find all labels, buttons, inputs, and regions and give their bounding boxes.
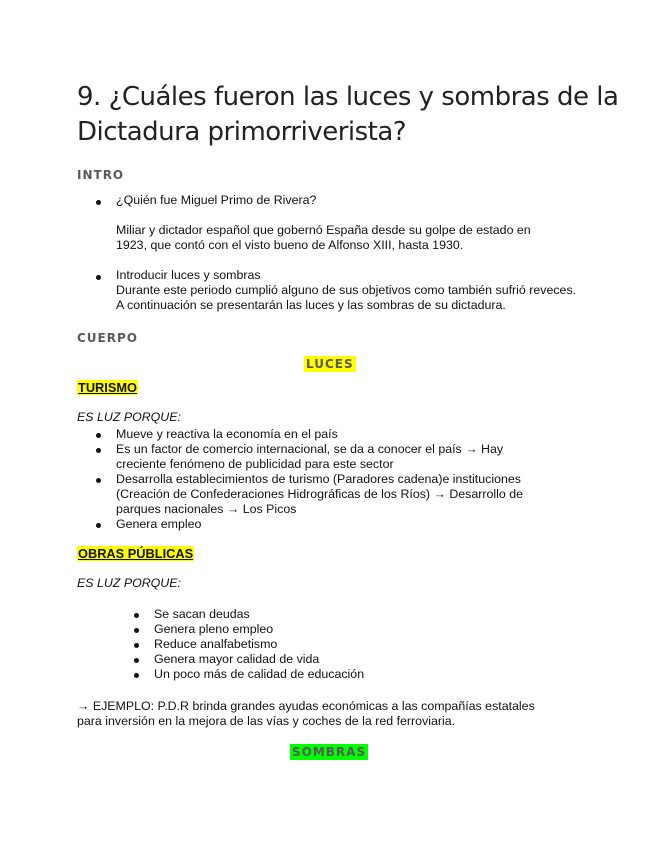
bullet-dot (134, 673, 139, 678)
bullet-dot (96, 200, 101, 205)
list-item: Mueve y reactiva la economía en el país (96, 427, 576, 442)
list-item: Genera mayor calidad de vida (134, 652, 554, 667)
list-item: Se sacan deudas (134, 607, 554, 622)
bullet-dot (96, 448, 101, 453)
list-item: Un poco más de calidad de educación (134, 667, 554, 682)
list-item: Genera pleno empleo (134, 622, 554, 637)
obras-heading: OBRAS PÚBLICAS (78, 546, 194, 561)
bullet-dot (96, 275, 101, 280)
list-item: Genera empleo (96, 517, 576, 532)
intro-item-2-text: Durante este periodo cumplió alguno de sus objetivos como también sufrió reveces. A continuación se presentarán las luces y las sombras de su dictadura. (116, 283, 577, 312)
obras-example: → EJEMPLO: P.D.R brinda grandes ayudas económicas a las compañías estatales para inversión en la mejora de las vías y coches de la red ferroviaria. (77, 699, 535, 728)
turismo-list (96, 427, 576, 532)
luces-label: LUCES (306, 357, 354, 371)
obras-reason-label: ES LUZ PORQUE: (77, 576, 181, 590)
list-item: Desarrolla establecimientos de turismo (Paradores cadena)e instituciones (Creación de Confederaciones Hidrográficas de los Ríos) → Desarrollo de parques nacionales → Los Picos (96, 472, 566, 517)
list-item: Es un factor de comercio internacional, se da a conocer el país → Hay creciente fenómeno de publicidad para este sector (96, 442, 546, 472)
bullet-dot (134, 643, 139, 648)
bullet-dot (134, 613, 139, 618)
bullet-dot (134, 658, 139, 663)
intro-item-1-text: Miliar y dictador español que gobernó España desde su golpe de estado en 1923, que contó con el visto bueno de Alfonso XIII, hasta 1930. (116, 223, 531, 252)
cuerpo-label: CUERPO (77, 331, 138, 345)
list-item: Reduce analfabetismo (134, 637, 554, 652)
intro-label: INTRO (77, 168, 125, 182)
page-title: 9. ¿Cuáles fueron las luces y sombras de la Dictadura primorriverista? (77, 82, 619, 147)
bullet-dot (96, 478, 101, 483)
bullet-dot (96, 433, 101, 438)
turismo-reason-label: ES LUZ PORQUE: (77, 410, 181, 424)
intro-item-1-heading: ¿Quién fue Miguel Primo de Rivera? (116, 193, 317, 207)
turismo-heading: TURISMO (78, 380, 138, 395)
sombras-label: SOMBRAS (292, 745, 367, 759)
intro-item-2-heading: Introducir luces y sombras (116, 268, 261, 282)
bullet-dot (134, 628, 139, 633)
bullet-dot (96, 523, 101, 528)
obras-list (134, 607, 554, 682)
